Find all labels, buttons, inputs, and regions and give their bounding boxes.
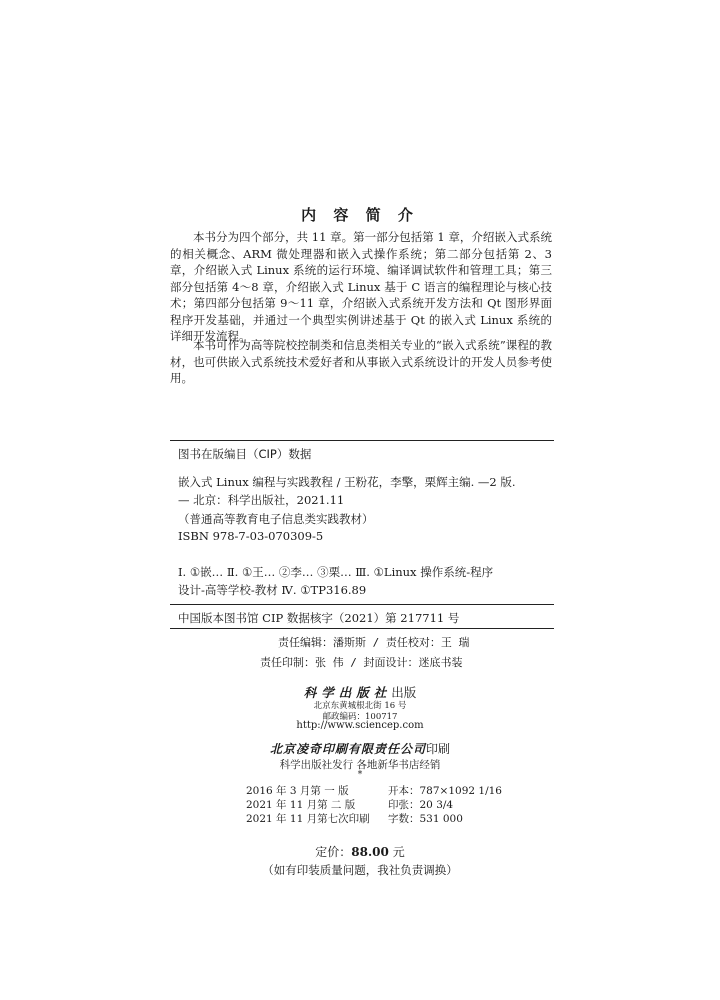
edition-spec-3: 字数：531 000 [388,813,463,825]
cip-title-line: 嵌入式 Linux 编程与实践教程 / 王粉花，李擎，栗辉主编. —2 版. [178,475,516,489]
cip-publisher-line: — 北京：科学出版社，2021.11 [178,493,345,507]
summary-paragraph-1: 本书分为四个部分，共 11 章。第一部分包括第 1 章，介绍嵌入式系统的相关概念、ARM 微处理器和嵌入式操作系统；第二部分包括第 2、3 章，介绍嵌入式 Linux 系统的运行环境、编译调试软件和管理工具；第三部分包括第 4～8 章，介绍嵌入式 Linux 基于 C 语言的编程理论与核心技术；第四部分包括第 9～11 章，介绍嵌入式系统开发方法和 Qt 图形界面程序开发基础，并通过一个典型实例讲述基于 Qt 的嵌入式 Linux 系统的详细开发流程。 [170,230,552,343]
price [0,843,720,860]
cip-top-rule [170,440,554,441]
summary-title: 内 容 简 介 [301,206,419,224]
staff-editor-line: 责任编辑：潘斯斯 / 责任校对：王 瑞 [278,636,470,649]
publisher-postcode: 邮政编码：100717 [322,712,398,722]
cip-classification-line-1: Ⅰ. ①嵌… Ⅱ. ①王… ②李… ③栗… Ⅲ. ①Linux 操作系统-程序 [178,565,494,579]
publisher-url: http://www.sciencep.com [296,720,424,731]
summary-paragraph-2: 本书可作为高等院校控制类和信息类相关专业的“嵌入式系统”课程的教材，也可供嵌入式系统技术爱好者和从事嵌入式系统设计的开发人员参考使用。 [170,338,552,385]
price-value: 88.00 [351,845,389,859]
cip-bottom-rule [170,628,554,629]
distribution-line: 科学出版社发行 各地新华书店经销 [279,759,441,771]
cip-heading: 图书在版编目（CIP）数据 [178,447,312,461]
printer-calligraphy: 北京凌奇印刷有限责任公司 [269,742,426,756]
edition-date-2: 2021 年 11 月第 二 版 [246,799,356,811]
price-unit: 元 [388,845,405,859]
staff-print-line: 责任印制：张 伟 / 封面设计：迷底书装 [260,656,463,669]
edition-date-3: 2021 年 11 月第七次印刷 [246,813,370,825]
cip-isbn-line: ISBN 978-7-03-070309-5 [178,529,324,543]
printer-name [0,740,720,757]
edition-spec-2: 印张：20 3/4 [388,799,454,811]
cip-data-number: 中国版本图书馆 CIP 数据核字（2021）第 217711 号 [178,611,460,625]
publisher-address: 北京东黄城根北街 16 号 [313,701,407,711]
price-label: 定价： [315,845,352,859]
publisher-suffix: 出版 [391,685,417,700]
edition-date-1: 2016 年 3 月第 一 版 [246,785,349,797]
cip-middle-rule [170,604,554,605]
publisher-calligraphy: 科学出版社 [303,685,392,700]
separator-star: * [357,770,363,780]
cip-series-line: （普通高等教育电子信息类实践教材） [178,512,374,526]
edition-spec-1: 开本：787×1092 1/16 [388,785,502,797]
printer-suffix: 印刷 [426,742,451,756]
cip-classification-line-2: 设计-高等学校-教材 Ⅳ. ①TP316.89 [178,583,367,597]
quality-note: （如有印装质量问题，我社负责调换） [262,863,458,877]
